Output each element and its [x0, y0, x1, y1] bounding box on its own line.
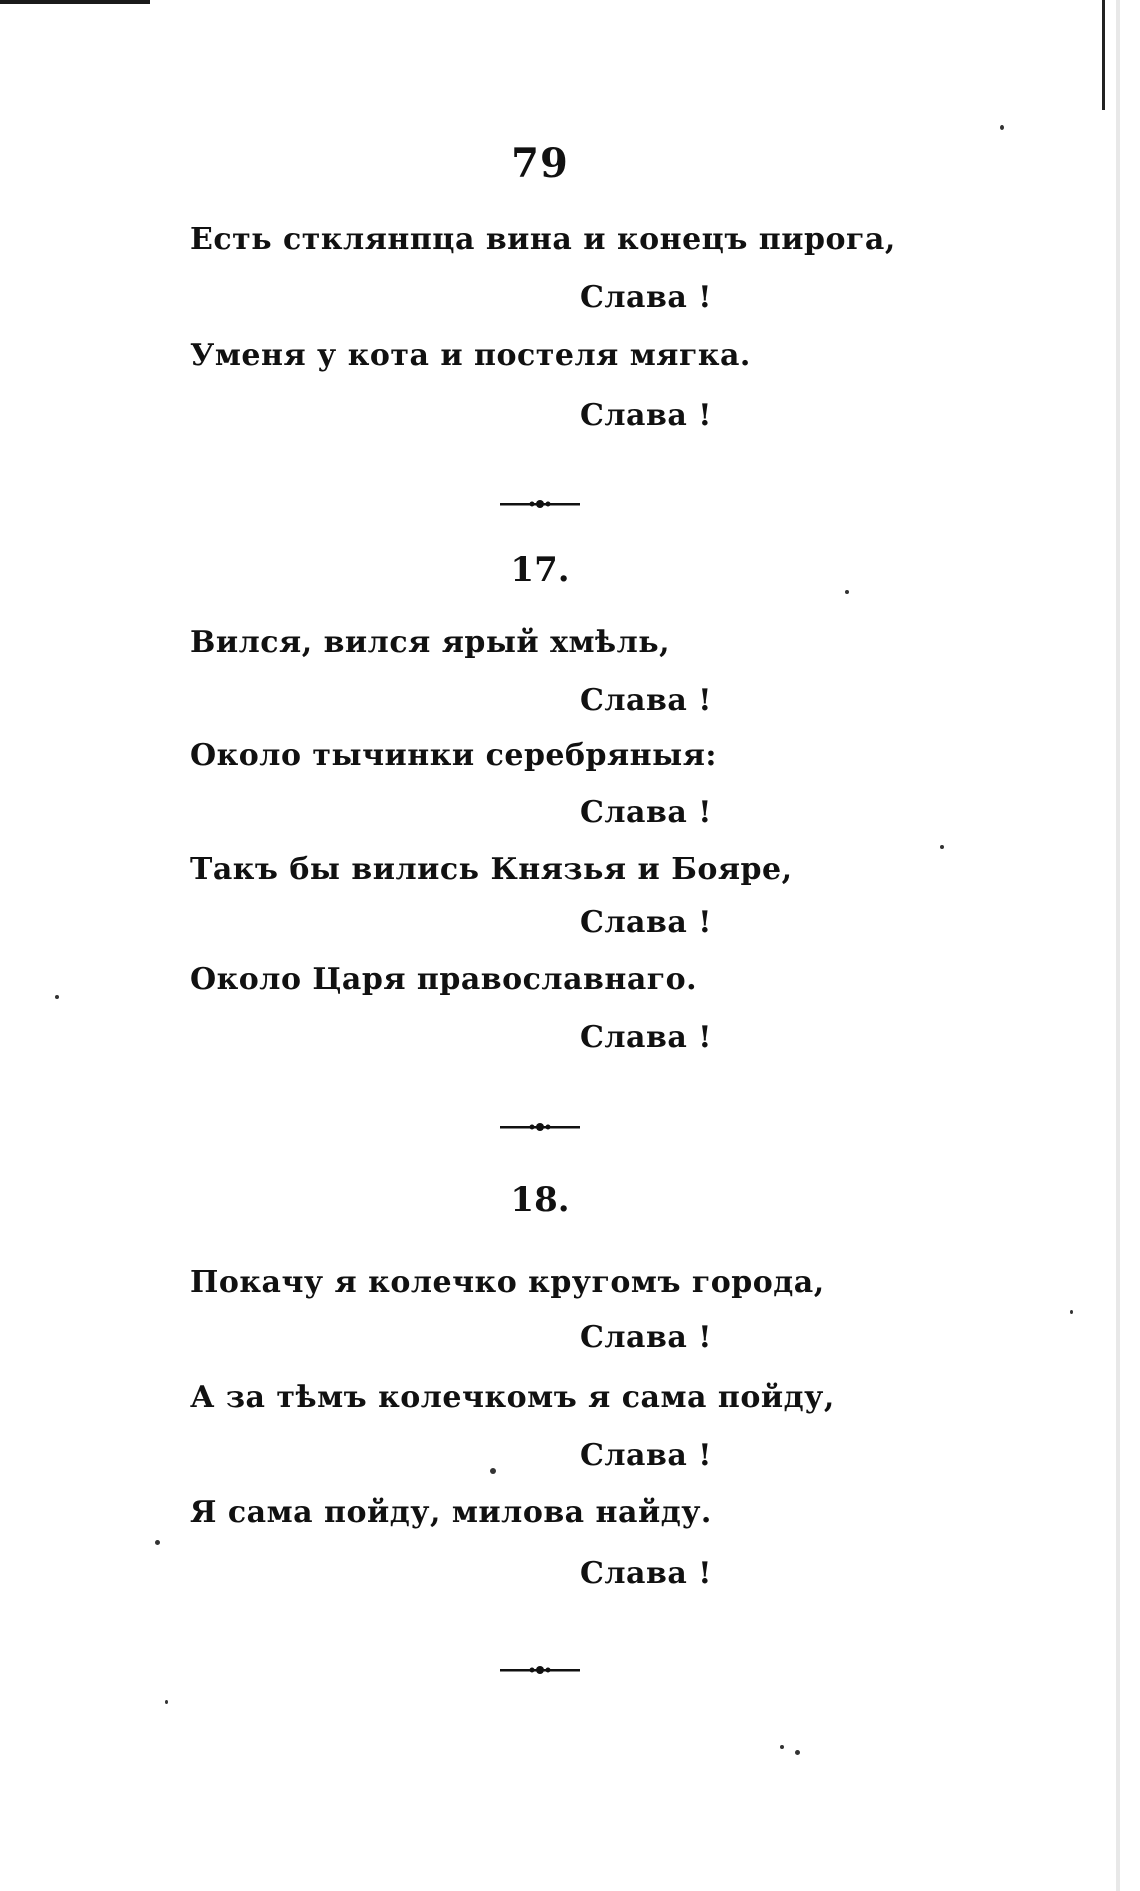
song-number: 18. — [510, 1180, 570, 1220]
refrain-line: Слава ! — [580, 1438, 712, 1473]
refrain-line: Слава ! — [580, 280, 712, 315]
verse-line: Покачу я колечко кругомъ города, — [190, 1265, 825, 1300]
refrain-line: Слава ! — [580, 905, 712, 940]
verse-line: Около тычинки серебряныя: — [190, 738, 717, 773]
scan-speck — [490, 1468, 496, 1474]
refrain-line: Слава ! — [580, 398, 712, 433]
section-ornament — [0, 497, 1080, 511]
page-number: 79 — [511, 140, 569, 187]
refrain-line: Слава ! — [580, 1020, 712, 1055]
scan-speck — [155, 1540, 160, 1545]
verse-line: Уменя у кота и постеля мягка. — [190, 338, 751, 373]
ornament-divider-icon — [500, 1120, 580, 1134]
section-ornament — [0, 1120, 1080, 1134]
verse-line: Около Царя православнаго. — [190, 962, 698, 997]
scan-speck — [55, 995, 59, 999]
scan-speck — [795, 1750, 800, 1755]
refrain-line: Слава ! — [580, 683, 712, 718]
verse-line: А за тѣмъ колечкомъ я сама пойду, — [190, 1380, 835, 1415]
scan-right-edge — [1116, 0, 1120, 1891]
verse-line: Есть стклянпца вина и конецъ пирога, — [190, 222, 896, 257]
ornament-divider-icon — [500, 1663, 580, 1677]
refrain-line: Слава ! — [580, 1320, 712, 1355]
scan-speck — [1000, 125, 1004, 130]
song-number: 17. — [510, 550, 570, 590]
section-ornament — [0, 1663, 1080, 1677]
scan-speck — [165, 1700, 168, 1704]
scan-speck — [845, 590, 849, 594]
refrain-line: Слава ! — [580, 795, 712, 830]
verse-line: Я сама пойду, милова найду. — [190, 1495, 712, 1530]
scan-speck — [1070, 1310, 1073, 1314]
scan-speck — [780, 1745, 784, 1749]
refrain-line: Слава ! — [580, 1556, 712, 1591]
scan-speck — [940, 845, 944, 849]
ornament-divider-icon — [500, 497, 580, 511]
verse-line: Такъ бы вились Князья и Бояре, — [190, 852, 793, 887]
scan-top-rule — [0, 0, 150, 4]
verse-line: Вился, вился ярый хмѣль, — [190, 625, 671, 660]
